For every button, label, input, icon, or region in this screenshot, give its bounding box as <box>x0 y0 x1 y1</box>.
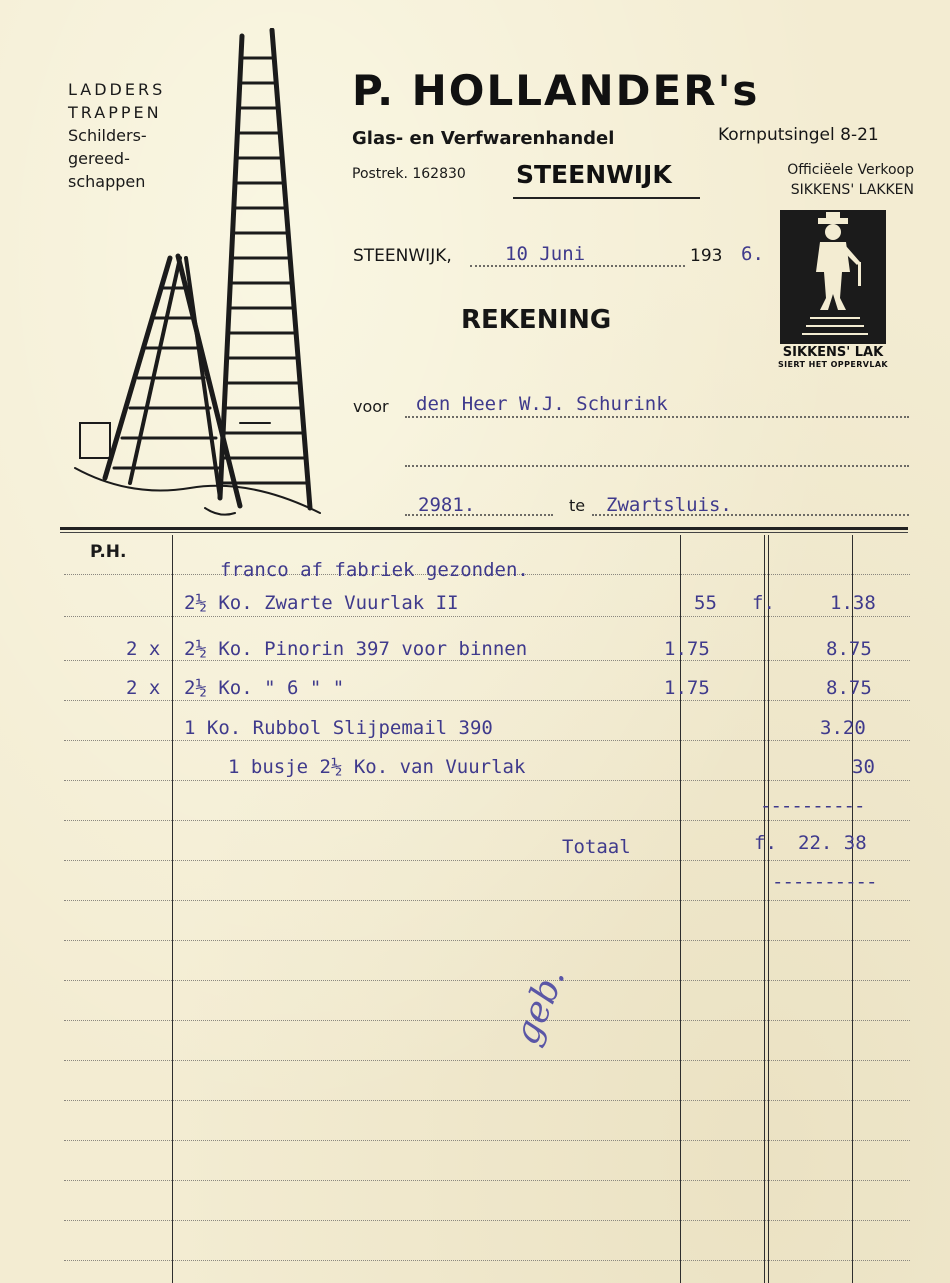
table-row-line <box>64 1180 910 1181</box>
date-typed: 10 Juni <box>505 243 586 265</box>
date-dotline <box>470 265 685 267</box>
subtotal-dashes: ---------- <box>760 795 865 817</box>
line-2-desc: 2½ Ko. Zwarte Vuurlak II <box>184 592 459 614</box>
table-row-line <box>64 1060 910 1061</box>
table-row-line <box>64 1260 910 1261</box>
total-amount: 22. 38 <box>798 832 867 854</box>
line-4-amount: 8.75 <box>826 677 872 699</box>
year-prefix: 193 <box>690 246 723 266</box>
table-row-line <box>64 616 910 617</box>
te-label: te <box>569 496 586 515</box>
line-4-desc: 2½ Ko. " 6 " " <box>184 677 345 699</box>
place-label: STEENWIJK, <box>353 246 452 266</box>
line-2-amount: 1.38 <box>830 592 876 614</box>
postrek-number: Postrek. 162830 <box>352 166 466 182</box>
line-3-qty: 2 x <box>126 638 161 660</box>
product-gereed: gereed- <box>68 149 130 168</box>
official-line-2: SIKKENS' LAKKEN <box>790 182 914 198</box>
product-ladders: LADDERS <box>68 80 166 99</box>
line-3-amount: 8.75 <box>826 638 872 660</box>
total-dashes: ---------- <box>772 871 877 893</box>
col-divider-3b <box>768 535 769 1283</box>
table-row-line <box>64 1100 910 1101</box>
line-3-desc: 2½ Ko. Pinorin 397 voor binnen <box>184 638 528 660</box>
painter-figure-icon <box>780 210 886 344</box>
line-3-price: 1.75 <box>664 638 710 660</box>
sikkens-slogan: SIERT HET OPPERVLAK <box>777 360 889 369</box>
table-row-line <box>64 1140 910 1141</box>
line-5-amount: 3.20 <box>820 717 866 739</box>
line-6-amount: 30 <box>852 756 875 778</box>
total-label: Totaal <box>562 836 631 858</box>
customer-dotline <box>405 416 909 418</box>
city-underline <box>513 197 700 199</box>
year-suffix: 6. <box>741 243 764 265</box>
table-row-line <box>64 900 910 901</box>
table-row-line <box>64 700 910 701</box>
table-row-line <box>64 780 910 781</box>
sikkens-caption <box>764 345 902 370</box>
line-2-currency: f. <box>752 592 775 614</box>
company-name: P. HOLLANDER's <box>352 66 760 115</box>
product-schilders: Schilders- <box>68 126 147 145</box>
table-row-line <box>64 1220 910 1221</box>
company-subtitle: Glas- en Verfwarenhandel <box>352 128 615 149</box>
product-trappen: TRAPPEN <box>68 103 162 122</box>
customer-dotline-2 <box>405 465 909 467</box>
invoice-number: 2981. <box>418 494 476 516</box>
line-5-desc: 1 Ko. Rubbol Slijpemail 390 <box>184 717 493 739</box>
table-row-line <box>64 940 910 941</box>
company-address: Kornputsingel 8-21 <box>718 125 879 145</box>
invoice-title: REKENING <box>461 305 612 335</box>
line-1-desc: franco af fabriek gezonden. <box>220 559 529 581</box>
col-divider-3 <box>764 535 765 1283</box>
column-header-ph: P.H. <box>90 542 127 562</box>
company-city: STEENWIJK <box>516 160 672 189</box>
sikkens-logo <box>780 210 886 344</box>
table-row-line <box>64 860 910 861</box>
table-row-line <box>64 660 910 661</box>
ladder-illustration <box>70 28 332 528</box>
official-dealer <box>736 160 914 200</box>
voor-label: voor <box>353 397 389 416</box>
sikkens-lak-text: SIKKENS' LAK <box>782 345 884 360</box>
handwritten-note: geb. <box>506 961 574 1051</box>
line-2-price: 55 <box>694 592 717 614</box>
line-4-price: 1.75 <box>664 677 710 699</box>
total-currency: f. <box>754 832 777 854</box>
table-row-line <box>64 740 910 741</box>
line-6-desc: 1 busje 2½ Ko. van Vuurlak <box>228 756 526 778</box>
official-line-1: Officiëele Verkoop <box>787 162 914 178</box>
place-date-line <box>353 246 452 266</box>
line-4-qty: 2 x <box>126 677 161 699</box>
table-top-rule <box>60 527 908 530</box>
customer-name: den Heer W.J. Schurink <box>416 393 668 415</box>
table-row-line <box>64 1020 910 1021</box>
destination: Zwartsluis. <box>606 494 732 516</box>
table-top-rule-thin <box>60 532 908 533</box>
col-divider-1 <box>172 535 173 1283</box>
product-schappen: schappen <box>68 172 146 191</box>
table-row-line <box>64 980 910 981</box>
table-row-line <box>64 820 910 821</box>
